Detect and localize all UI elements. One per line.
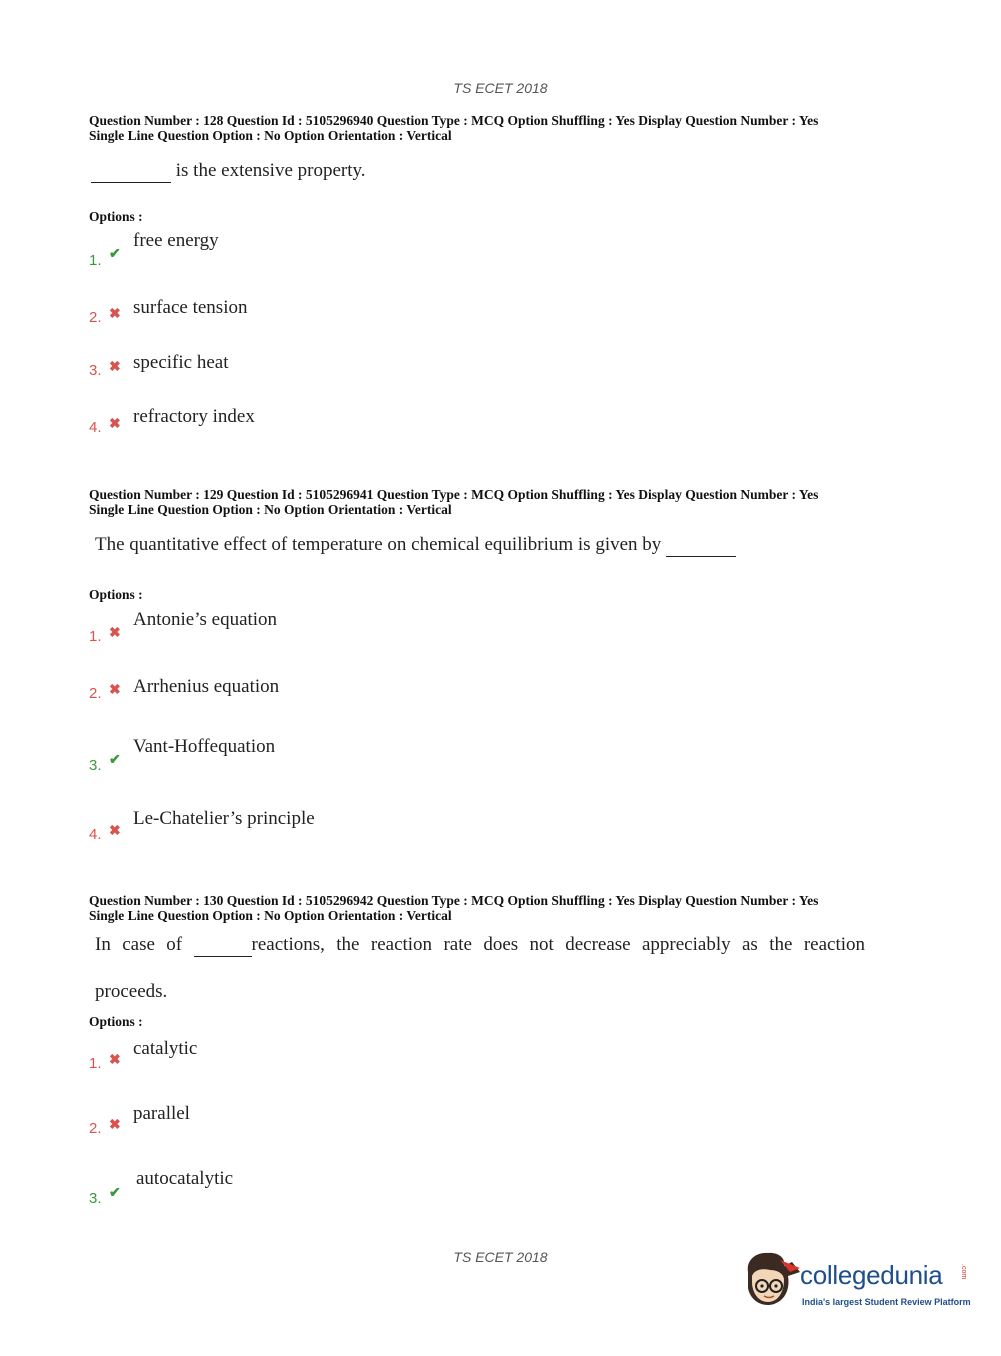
cross-icon: ✖ xyxy=(109,626,121,641)
check-icon: ✔ xyxy=(109,1186,121,1201)
check-icon: ✔ xyxy=(109,247,121,262)
question-text: The quantitative effect of temperature on chemical equilibrium is given by xyxy=(95,534,662,555)
option-number: 4. xyxy=(89,826,102,843)
option-number: 2. xyxy=(89,685,102,702)
meta-line: Question Number : 128 Question Id : 5105296940 Question Type : MCQ Option Shuffling : Yes Display Question Number : Yes xyxy=(89,113,819,128)
option-text: Arrhenius equation xyxy=(133,676,280,697)
question-text: In case of xyxy=(95,934,183,955)
question-128-meta xyxy=(89,113,909,143)
cross-icon: ✖ xyxy=(109,824,121,839)
question-text: reactions, the reaction rate does not decrease appreciably as the reaction xyxy=(251,934,866,955)
brand-domain: .com xyxy=(960,1264,967,1280)
cross-icon: ✖ xyxy=(109,683,121,698)
option-item[interactable] xyxy=(89,807,789,847)
collegedunia-logo xyxy=(742,1250,972,1320)
options-label: Options : xyxy=(89,587,143,602)
option-text: parallel xyxy=(133,1103,190,1124)
option-text: Antonie’s equation xyxy=(133,609,278,630)
option-text: specific heat xyxy=(133,352,229,373)
cross-icon: ✖ xyxy=(109,417,121,432)
option-item[interactable] xyxy=(89,735,789,775)
answer-blank xyxy=(666,534,736,557)
cross-icon: ✖ xyxy=(109,360,121,375)
option-number: 1. xyxy=(89,252,102,269)
cross-icon: ✖ xyxy=(109,307,121,322)
option-item[interactable] xyxy=(89,1038,789,1078)
cross-icon: ✖ xyxy=(109,1053,121,1068)
brand-name: collegedunia xyxy=(800,1260,943,1290)
answer-blank xyxy=(91,160,171,183)
meta-line: Single Line Question Option : No Option Orientation : Vertical xyxy=(89,908,452,923)
meta-line: Single Line Question Option : No Option Orientation : Vertical xyxy=(89,502,452,517)
option-text: surface tension xyxy=(133,297,248,318)
option-item[interactable] xyxy=(89,351,789,391)
brand-tagline: India's largest Student Review Platform xyxy=(802,1297,971,1307)
option-item[interactable] xyxy=(89,296,789,336)
option-text: refractory index xyxy=(133,406,255,427)
option-item[interactable] xyxy=(89,609,789,649)
option-item[interactable] xyxy=(89,405,789,445)
option-item[interactable] xyxy=(89,1103,789,1143)
option-number: 3. xyxy=(89,757,102,774)
question-130-text xyxy=(95,934,865,957)
question-130-meta xyxy=(89,893,909,923)
option-text: catalytic xyxy=(133,1038,198,1059)
check-icon: ✔ xyxy=(109,753,121,768)
option-number: 1. xyxy=(89,1055,102,1072)
option-item[interactable] xyxy=(89,1167,789,1207)
question-130-text-line2: proceeds. xyxy=(95,981,168,1002)
cross-icon: ✖ xyxy=(109,1118,121,1133)
question-129-text xyxy=(95,534,736,557)
option-item[interactable] xyxy=(89,230,789,270)
option-number: 4. xyxy=(89,419,102,436)
question-129-meta xyxy=(89,487,909,517)
option-number: 3. xyxy=(89,362,102,379)
option-number: 2. xyxy=(89,1120,102,1137)
meta-line: Question Number : 130 Question Id : 5105296942 Question Type : MCQ Option Shuffling : Yes Display Question Number : Yes xyxy=(89,893,819,908)
question-128-text xyxy=(91,160,366,183)
options-label: Options : xyxy=(89,209,143,224)
option-text: autocatalytic xyxy=(136,1168,234,1189)
option-item[interactable] xyxy=(89,675,789,715)
answer-blank xyxy=(194,934,252,957)
meta-line: Question Number : 129 Question Id : 5105296941 Question Type : MCQ Option Shuffling : Yes Display Question Number : Yes xyxy=(89,487,819,502)
option-number: 1. xyxy=(89,628,102,645)
option-text: Vant-Hoffequation xyxy=(133,736,276,757)
option-text: free energy xyxy=(133,230,219,251)
question-text: is the extensive property. xyxy=(175,160,366,181)
option-text: Le-Chatelier’s principle xyxy=(133,808,315,829)
options-label: Options : xyxy=(89,1014,143,1029)
option-number: 2. xyxy=(89,309,102,326)
page-footer: TS ECET 2018 xyxy=(453,1249,548,1265)
meta-line: Single Line Question Option : No Option Orientation : Vertical xyxy=(89,128,452,143)
page-header: TS ECET 2018 xyxy=(453,80,548,96)
option-number: 3. xyxy=(89,1190,102,1207)
mascot-icon xyxy=(742,1250,804,1316)
